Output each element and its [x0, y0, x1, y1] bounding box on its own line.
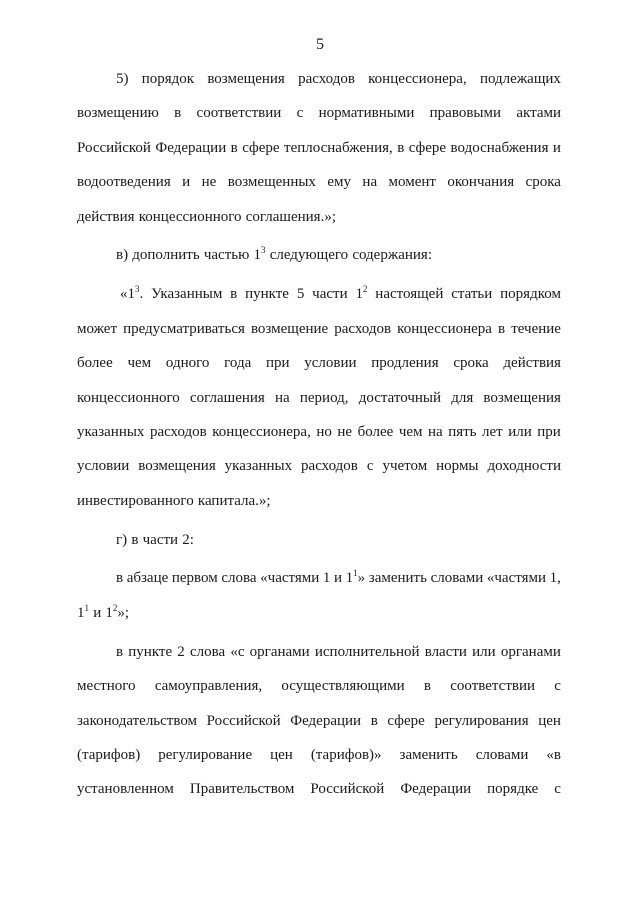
text-line: в) дополнить частью $1^3$ следующего содержания:: [116, 245, 432, 264]
text-line: законодательством Российской Федерации в сфере регулирования цен: [77, 712, 561, 729]
text-line: установленном Правительством Российской Федерации порядке с: [77, 781, 561, 798]
text-line: Российской Федерации в сфере теплоснабжения, в сфере водоснабжения и: [77, 139, 561, 156]
text-line: (тарифов) регулирование цен (тарифов)» заменить словами «в: [77, 746, 561, 763]
text-line: инвестированного капитала.»;: [77, 492, 271, 509]
text-line: «$1^3$. Указанным в пункте 5 части $1^2$ настоящей статьи порядком: [120, 284, 561, 303]
page-number: 5: [316, 36, 324, 53]
text-line: водоотведения и не возмещенных ему на момент окончания срока: [77, 174, 561, 191]
text-line: концессионного соглашения на период, достаточный для возмещения: [77, 389, 561, 406]
text-line: 5) порядок возмещения расходов концессионера, подлежащих: [116, 71, 561, 87]
text-line: условии возмещения указанных расходов с учетом нормы доходности: [77, 458, 561, 475]
text-line: в абзаце первом слова «частями 1 и $1^1$» заменить словами «частями 1,: [116, 568, 561, 587]
text-line: г) в части 2:: [116, 531, 194, 548]
text-line: более чем одного года при условии продления срока действия: [77, 355, 561, 372]
text-line: возмещению в соответствии с нормативными правовыми актами: [77, 105, 561, 122]
document-body: [77, 62, 561, 807]
text-line: $1^1$ и $1^2$»;: [77, 602, 130, 621]
text-line: указанных расходов концессионера, но не более чем на пять лет или при: [77, 423, 561, 440]
text-line: действия концессионного соглашения.»;: [77, 208, 336, 225]
text-line: может предусматриваться возмещение расходов концессионера в течение: [77, 320, 561, 337]
text-line: местного самоуправления, осуществляющими в соответствии с: [77, 678, 561, 695]
text-line: в пункте 2 слова «с органами исполнительной власти или органами: [116, 643, 561, 660]
